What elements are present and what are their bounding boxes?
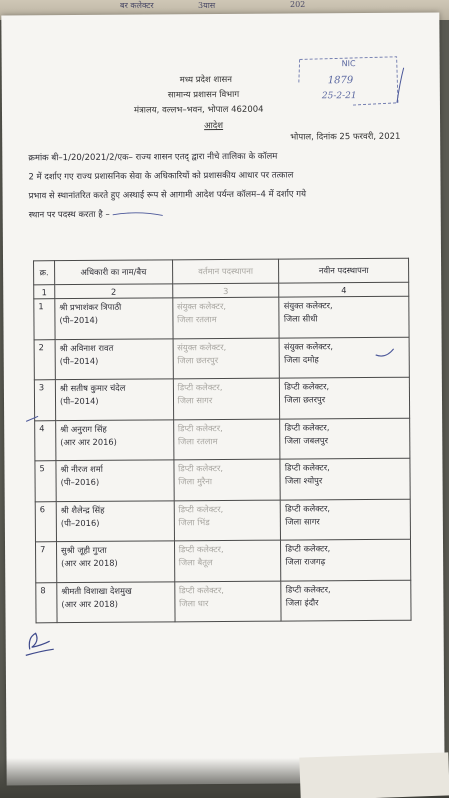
current-posting-district: जिला छतरपुर: [177, 354, 219, 365]
receipt-stamp: [292, 53, 402, 109]
table-row: [34, 337, 409, 380]
officer-name: श्री शैलेन्द्र सिंह: [60, 504, 105, 515]
new-posting-cell: [281, 580, 411, 621]
new-posting-cell: [280, 418, 410, 459]
current-posting-designation: डिप्टी कलेक्टर,: [178, 543, 224, 555]
current-posting-cell: [174, 500, 281, 541]
officer-name: श्री अविनाश रावत: [59, 342, 114, 353]
current-posting-designation: संयुक्त कलेक्टर,: [177, 341, 227, 352]
officer-batch: (आर आर 2018): [61, 598, 119, 609]
officer-name: श्री प्रभाशंकर त्रिपाठी: [59, 301, 122, 313]
background-sheet-text: 3यास: [198, 1, 216, 10]
current-posting-designation: डिप्टी कलेक्टर,: [178, 463, 224, 474]
new-posting-designation: डिप्टी कलेक्टर,: [284, 381, 330, 392]
current-posting-district: जिला धार: [179, 597, 209, 608]
officer-name: श्री अनुराग सिंह: [60, 423, 107, 434]
officer-batch: (पी–2014): [59, 355, 99, 366]
current-posting-cell: [174, 540, 281, 581]
current-posting-district: जिला रतलाम: [177, 314, 217, 325]
new-posting-district: जिला जबलपुर: [284, 434, 329, 446]
state-government-heading: मध्य प्रदेश शासन: [179, 74, 233, 86]
new-posting-designation: डिप्टी कलेक्टर,: [285, 502, 331, 514]
officer-cell: [57, 581, 175, 622]
column-number: 2: [55, 284, 173, 299]
officer-cell: [56, 419, 174, 460]
officer-cell: [55, 379, 173, 420]
officer-name: श्री नीरज शर्मा: [60, 463, 103, 475]
stamp-label: NIC: [341, 59, 356, 69]
order-date: भोपाल, दिनांक 25 फरवरी, 2021: [290, 131, 401, 143]
new-posting-cell: [280, 377, 410, 418]
current-posting-district: जिला सागर: [177, 395, 213, 406]
column-number: 1: [34, 285, 55, 299]
officer-batch: (आर आर 2016): [60, 436, 117, 447]
new-posting-district: जिला इंदौर: [285, 596, 319, 608]
current-posting-designation: संयुक्त कलेक्टर,: [176, 300, 226, 312]
current-posting-designation: डिप्टी कलेक्टर,: [178, 503, 224, 514]
current-posting-district: जिला रतलाम: [177, 435, 218, 446]
current-posting-cell: [173, 419, 280, 460]
officer-batch: (पी–2014): [59, 314, 99, 326]
order-document-page: [1, 12, 444, 785]
current-posting-designation: डिप्टी कलेक्टर,: [177, 422, 223, 433]
new-posting-district: जिला दमोह: [284, 353, 319, 365]
new-posting-cell: [281, 499, 411, 540]
current-posting-designation: डिप्टी कलेक्टर,: [178, 584, 224, 595]
current-posting-district: जिला मुरैना: [178, 476, 213, 487]
new-posting-district: जिला सागर: [285, 515, 320, 527]
new-posting-district: जिला राजगढ़: [285, 556, 326, 567]
order-paragraph: [28, 147, 409, 226]
header-serial: क्र.: [34, 261, 55, 285]
order-title: आदेश: [204, 120, 224, 132]
officer-name: सुश्री जूही गुप्ता: [61, 544, 107, 556]
table-row: [34, 377, 409, 420]
serial-cell: 7: [35, 542, 56, 583]
serial-cell: 6: [35, 501, 56, 542]
background-sheet-text: बर कलेक्टर: [120, 1, 154, 10]
background-sheet-text: 202: [290, 0, 306, 9]
new-posting-designation: डिप्टी कलेक्टर,: [285, 543, 331, 554]
officer-cell: [56, 541, 174, 582]
serial-cell: 3: [34, 380, 55, 421]
new-posting-cell: [279, 296, 409, 337]
officer-cell: [55, 338, 173, 379]
serial-cell: 2: [34, 339, 55, 380]
new-posting-district: जिला छतरपुर: [284, 394, 326, 405]
serial-cell: 4: [35, 420, 56, 461]
officer-batch: (पी–2016): [60, 476, 100, 488]
officer-cell: [55, 298, 173, 339]
table-row: [35, 418, 410, 461]
paragraph-line: प्रभाव से स्थानांतरित करते हुए अस्थाई रूप से आगामी आदेश पर्यन्त कॉलम–4 में दर्शाए गये: [28, 189, 307, 202]
address-line: मंत्रालय, वल्लभ–भवन, भोपाल 462004: [133, 104, 264, 116]
current-posting-district: जिला भिंड: [178, 516, 210, 527]
current-posting-cell: [174, 459, 281, 500]
table-row: [35, 499, 410, 542]
table-row: [35, 458, 410, 501]
header-new-posting: नवीन पदस्थापना: [279, 258, 409, 283]
new-posting-cell: [280, 458, 410, 499]
new-posting-designation: डिप्टी कलेक्टर,: [284, 421, 330, 433]
officer-batch: (पी–2016): [60, 517, 100, 528]
serial-cell: 8: [36, 582, 57, 623]
header-officer-name: अधिकारी का नाम/बैच: [55, 260, 173, 285]
stamp-date: 25-2-21: [321, 91, 357, 102]
current-posting-district: जिला बैतूल: [178, 557, 213, 568]
paragraph-line: क्रमांक बी–1/20/2021/2/एक– राज्य शासन एतद् द्वारा नीचे तालिका के कॉलम: [28, 151, 278, 164]
officer-batch: (पी–2014): [59, 395, 99, 407]
current-posting-cell: [173, 338, 280, 379]
current-posting-designation: डिप्टी कलेक्टर,: [177, 382, 223, 393]
table-row: [36, 580, 411, 623]
new-posting-district: जिला श्योपुर: [284, 475, 323, 486]
column-number: 4: [279, 282, 409, 297]
officer-batch: (आर आर 2018): [61, 557, 118, 569]
officer-name: श्री सतीष कुमार चंदेल: [59, 382, 126, 394]
current-posting-cell: [172, 297, 279, 338]
current-posting-cell: [174, 581, 281, 622]
current-posting-cell: [173, 378, 280, 419]
officer-cell: [56, 460, 174, 501]
posting-table: [33, 258, 412, 624]
paragraph-line: 2 में दर्शाए गए राज्य प्रशासनिक सेवा के अधिकारियों को प्रशासकीय आधार पर तत्काल: [28, 170, 294, 183]
new-posting-designation: डिप्टी कलेक्टर,: [284, 462, 330, 473]
column-number: 3: [172, 283, 279, 298]
new-posting-district: जिला सीधी: [283, 313, 318, 324]
officer-cell: [56, 500, 174, 541]
new-posting-cell: [281, 539, 411, 580]
paragraph-line: स्थान पर पदस्थ करता है –: [28, 209, 110, 221]
officer-name: श्रीमती विशाखा देशमुख: [61, 585, 132, 596]
new-posting-cell: [279, 337, 409, 378]
initials-signature-icon: [26, 633, 54, 655]
table-row: [34, 296, 409, 339]
new-posting-designation: संयुक्त कलेक्टर,: [283, 300, 333, 311]
department-heading: सामान्य प्रशासन विभाग: [167, 89, 240, 101]
serial-cell: 1: [34, 299, 55, 340]
table-header-row: [34, 258, 409, 285]
background-card: [299, 752, 449, 798]
serial-cell: 5: [35, 461, 56, 502]
new-posting-designation: संयुक्त कलेक्टर,: [283, 340, 333, 352]
new-posting-designation: डिप्टी कलेक्टर,: [285, 583, 331, 595]
header-current-posting: वर्तमान पदस्थापना: [172, 259, 279, 284]
stamp-number: 1879: [327, 75, 354, 87]
table-row: [35, 539, 410, 582]
